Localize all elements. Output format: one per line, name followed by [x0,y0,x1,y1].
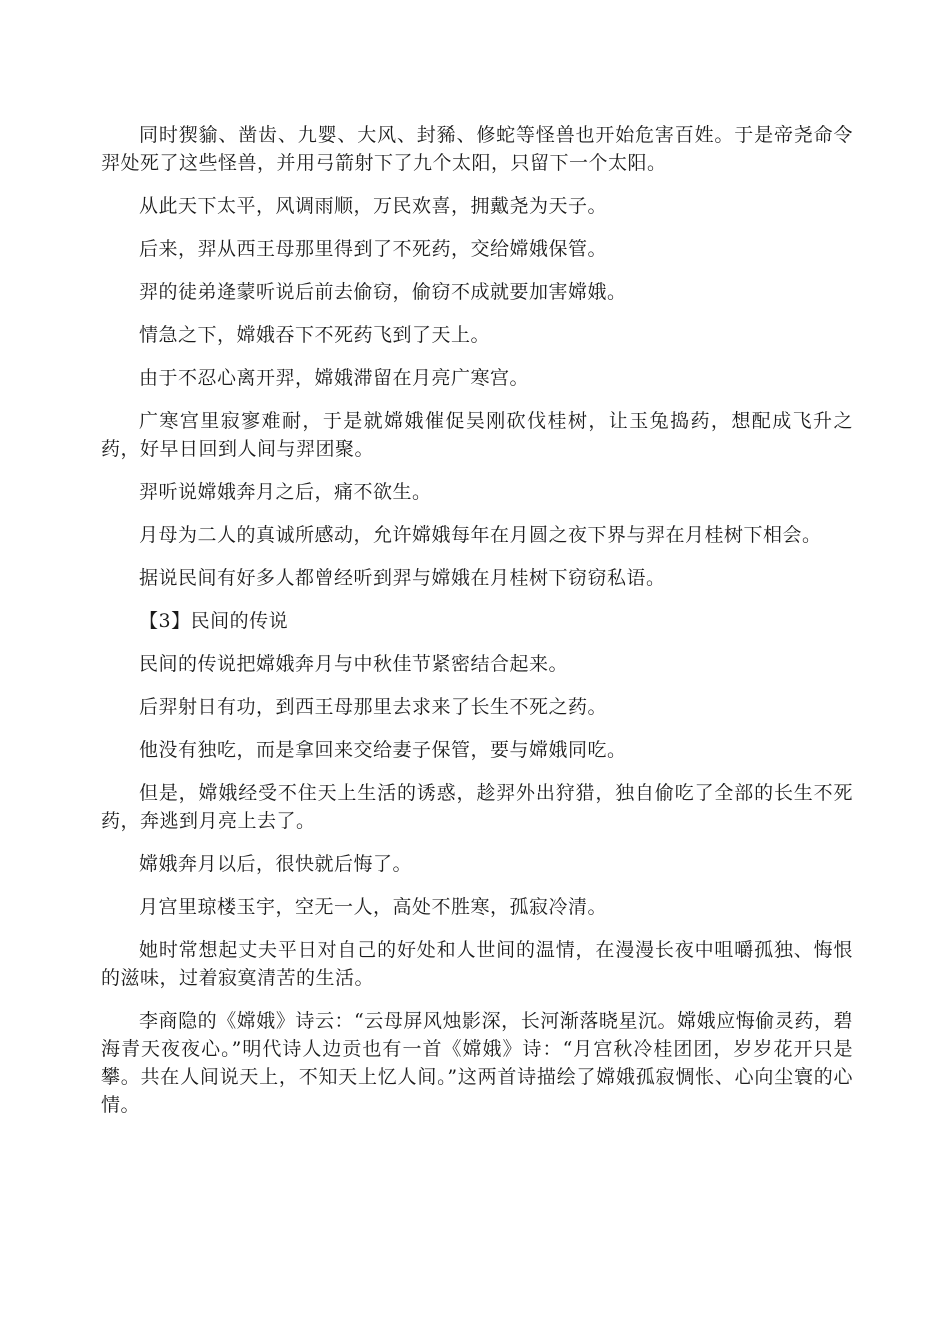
paragraph-sunshooting: 后羿射日有功，到西王母那里去求来了长生不死之药。 [139,696,608,718]
paragraph-peace: 从此天下太平，风调雨顺，万民欢喜，拥戴尧为天子。 [139,195,608,217]
paragraph-temptation: 但是，嫦娥经受不住天上生活的诱惑，趁羿外出狩猎，独自偷吃了全部的长生不死药，奔逃到月亮上去了。 [101,782,853,832]
paragraph-longing: 她时常想起丈夫平日对自己的好处和人世间的温情，在漫漫长夜中咀嚼孤独、悔恨的滋味，过着寂寞清苦的生活。 [101,939,853,989]
paragraph-mid-autumn: 民间的传说把嫦娥奔月与中秋佳节紧密结合起来。 [139,653,569,675]
paragraph-fengmeng: 羿的徒弟逄蒙听说后前去偷窃，偷窃不成就要加害嫦娥。 [139,281,627,303]
paragraph-moon-palace: 月宫里琼楼玉宇，空无一人，高处不胜寒，孤寂冷清。 [139,896,608,918]
paragraph-elixir: 后来，羿从西王母那里得到了不死药，交给嫦娥保管。 [139,238,608,260]
paragraph-yi-grief: 羿听说嫦娥奔月之后，痛不欲生。 [139,481,432,503]
paragraph-poems: 李商隐的《嫦娥》诗云：“云母屏风烛影深，长河渐落晓星沉。嫦娥应悔偷灵药，碧海青天夜夜心。”明代诗人边贡也有一首《嫦娥》诗：“月宫秋冷桂团团，岁岁花开只是攀。共在人间说天上，不知天上忆人间。”这两首诗描绘了嫦娥孤寂惆怅、心向尘寰的心情。 [101,1010,853,1116]
paragraph-monsters: 同时猰貐、凿齿、九婴、大风、封豨、修蛇等怪兽也开始危害百姓。于是帝尧命令羿处死了这些怪兽，并用弓箭射下了九个太阳，只留下一个太阳。 [101,124,853,174]
paragraph-moon-mother: 月母为二人的真诚所感动，允许嫦娥每年在月圆之夜下界与羿在月桂树下相会。 [139,524,822,546]
section-heading-folk-legend: 【3】民间的传说 [139,610,289,632]
paragraph-whispers: 据说民间有好多人都曾经听到羿与嫦娥在月桂树下窃窃私语。 [139,567,666,589]
paragraph-guanghan-palace: 由于不忍心离开羿，嫦娥滞留在月亮广寒宫。 [139,367,530,389]
document-body [101,121,853,1134]
paragraph-wugang: 广寒宫里寂寥难耐，于是就嫦娥催促吴刚砍伐桂树，让玉兔捣药，想配成飞升之药，好早日回到人间与羿团聚。 [101,410,853,460]
paragraph-fly-to-sky: 情急之下，嫦娥吞下不死药飞到了天上。 [139,324,491,346]
paragraph-not-alone: 他没有独吃，而是拿回来交给妻子保管，要与嫦娥同吃。 [139,739,627,761]
paragraph-regret: 嫦娥奔月以后，很快就后悔了。 [139,853,413,875]
